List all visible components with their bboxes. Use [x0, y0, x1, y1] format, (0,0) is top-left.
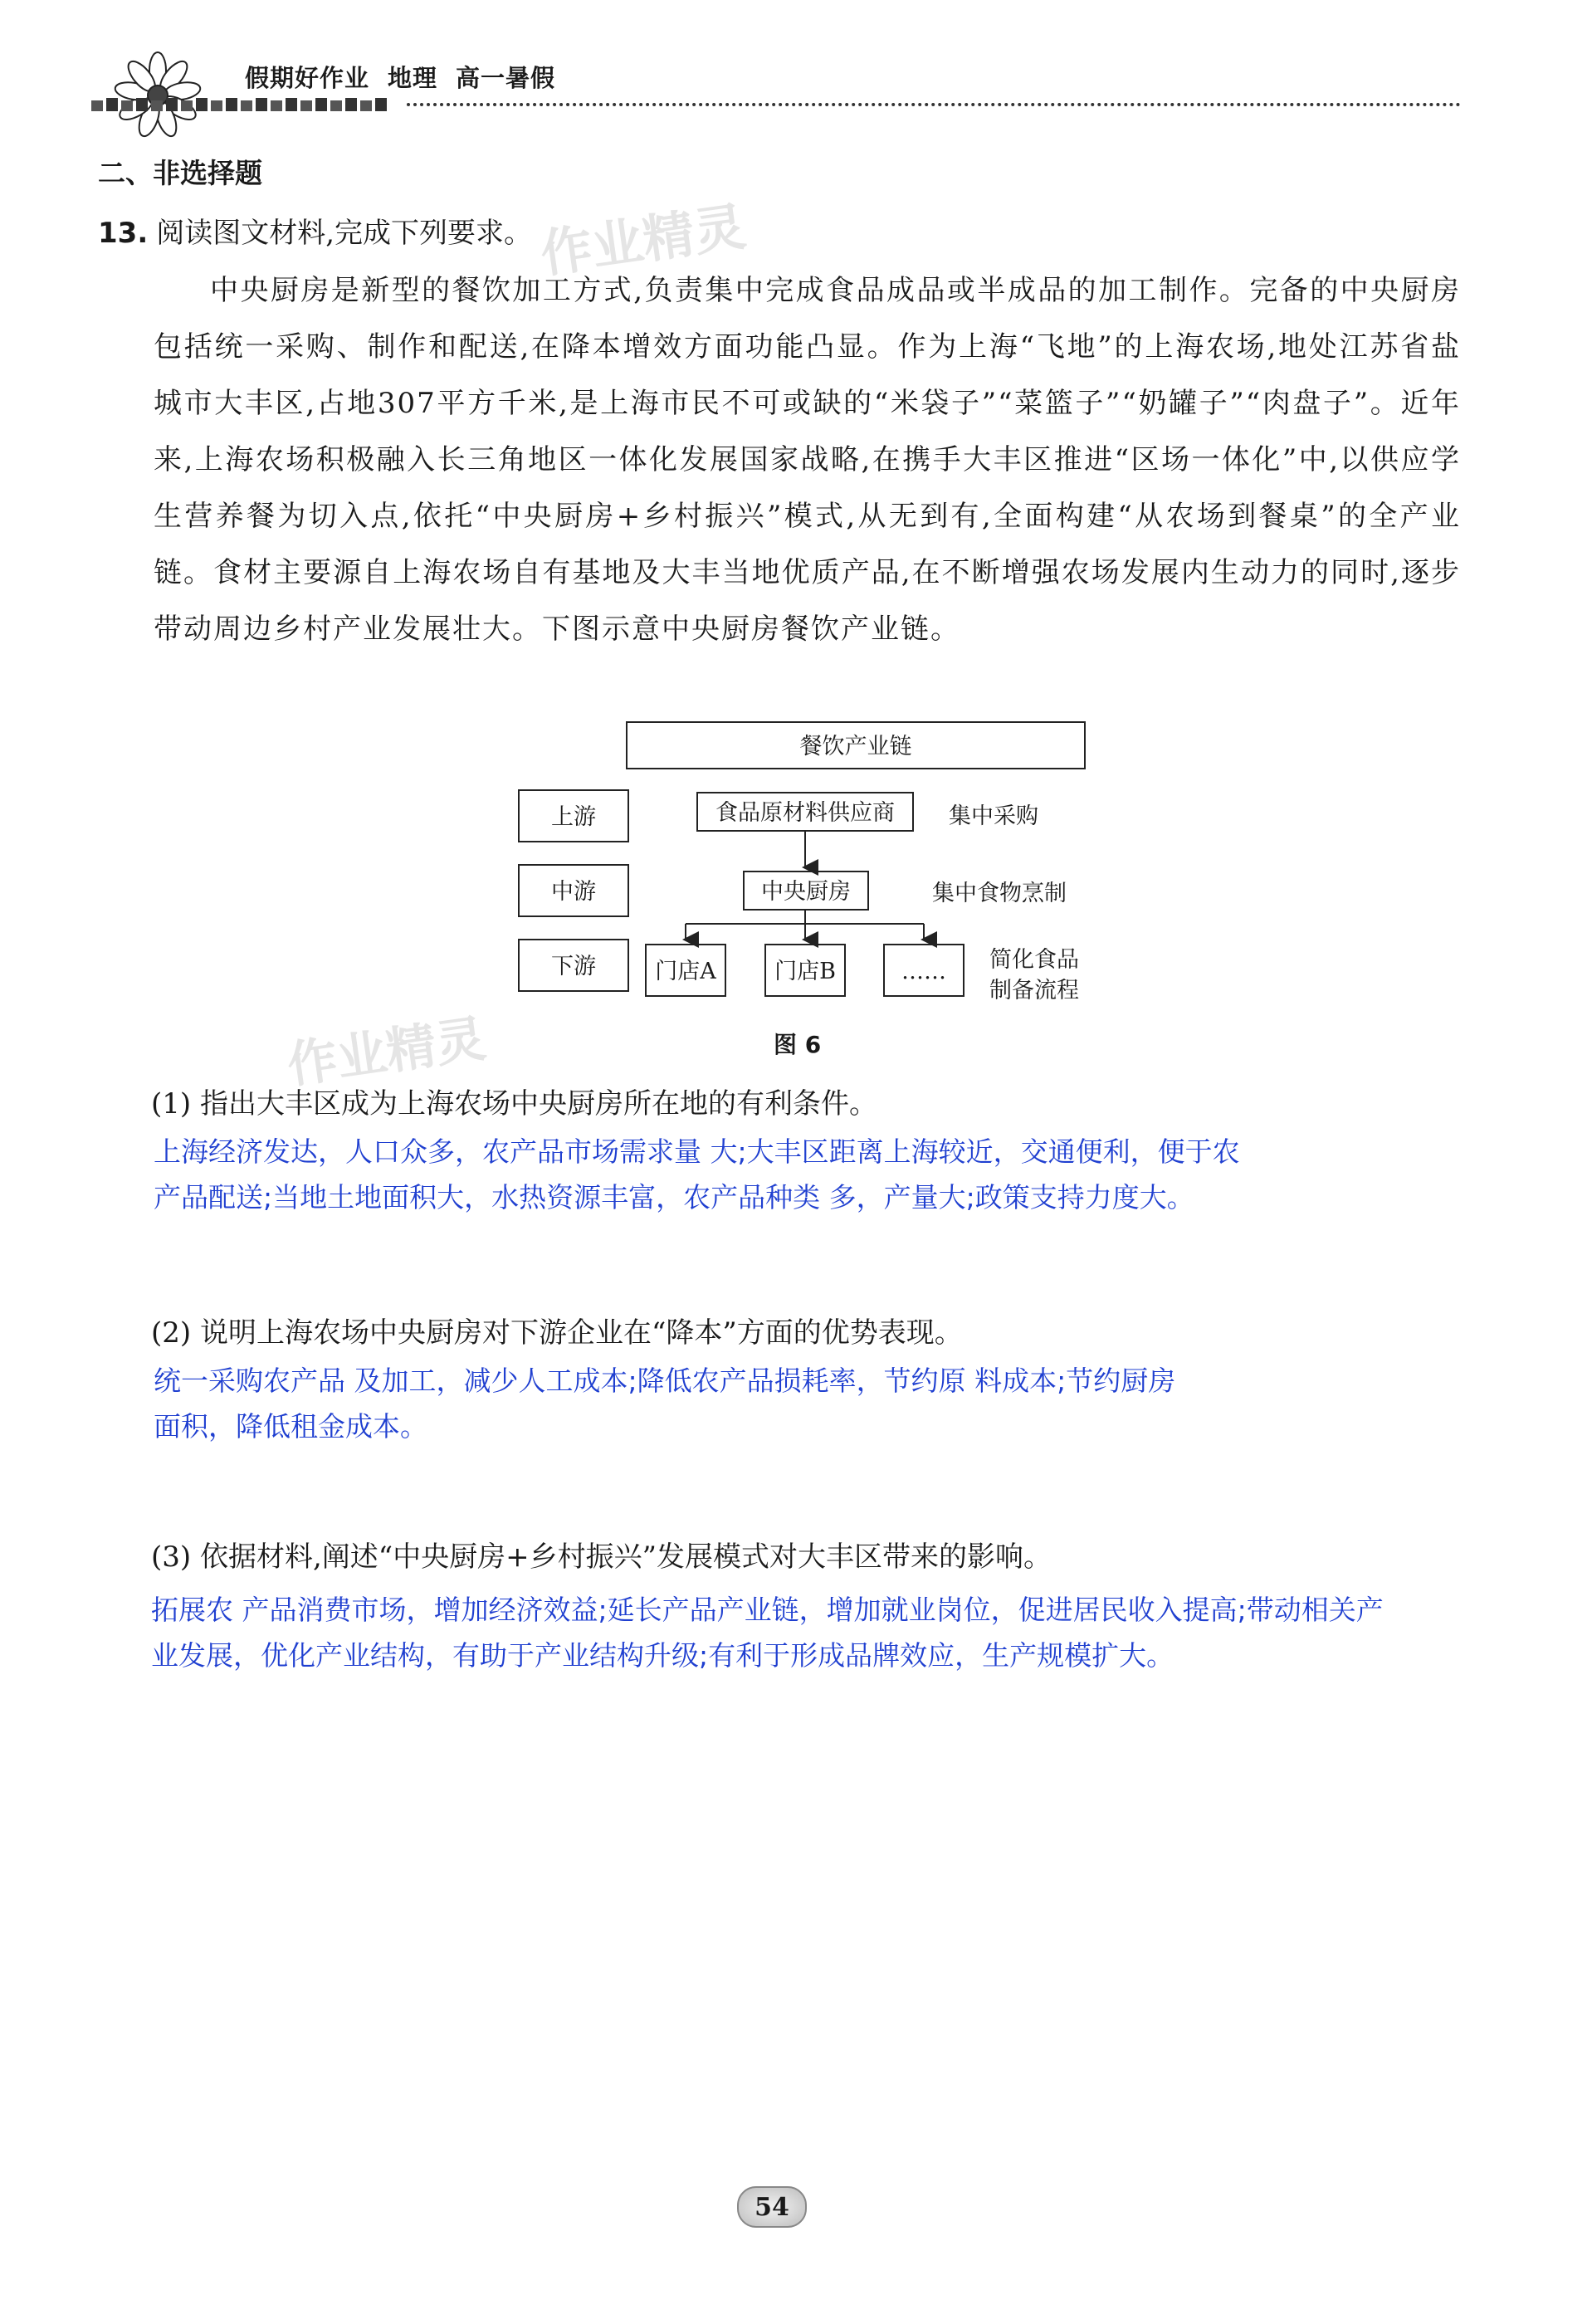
answer-3-line-1: 拓展农 产品消费市场，增加经济效益;延长产品产业链，增加就业岗位，促进居民收入提高;带动相关产 [151, 1594, 1384, 1626]
watermark-top: 作业精灵 [536, 196, 750, 285]
grade-label: 高一暑假 [456, 64, 556, 92]
stage-upstream: 上游 [551, 804, 596, 830]
answer-1 [154, 1129, 1415, 1220]
page-number: 54 [737, 2186, 807, 2228]
answer-3 [151, 1587, 1579, 1678]
answer-3-line-2: 业发展，优化产业结构，有助于产业结构升级;有利于形成品牌效应，生产规模扩大。 [151, 1639, 1174, 1672]
chain-title: 餐饮产业链 [799, 734, 912, 759]
store-b-label: 门店B [774, 959, 836, 984]
supplier-label: 食品原材料供应商 [715, 800, 895, 826]
question-number: 13. [98, 217, 149, 250]
answer-1-line-2: 产品配送;当地土地面积大，水热资源丰富，农产品种类 多，产量大;政策支持力度大。 [154, 1181, 1194, 1213]
flower-logo-icon [112, 50, 203, 141]
book-title: 假期好作业 [245, 64, 370, 92]
answer-2-line-1: 统一采购农产品 及加工，减少人工成本;降低农产品损耗率，节约原 料成本;节约厨房 [154, 1365, 1176, 1397]
section-title: 二、非选择题 [98, 157, 262, 189]
answer-1-line-1: 上海经济发达，人口众多，农产品市场需求量 大;大丰区距离上海较近，交通便利，便于农 [154, 1135, 1240, 1168]
header-decoration [91, 98, 387, 111]
industry-chain-diagram [515, 714, 1112, 1062]
subject-label: 地理 [388, 64, 438, 92]
note-procurement: 集中采购 [949, 803, 1038, 829]
stage-downstream: 下游 [551, 954, 596, 979]
store-more-label: …… [901, 959, 946, 984]
stage-midstream: 中游 [551, 879, 596, 905]
note-cooking: 集中食物烹制 [932, 881, 1067, 906]
store-a-label: 门店A [655, 959, 716, 984]
sub-question-1: (1) 指出大丰区成为上海农场中央厨房所在地的有利条件。 [151, 1087, 877, 1120]
watermark-middle: 作业精灵 [283, 1009, 490, 1096]
reading-passage: 中央厨房是新型的餐饮加工方式,负责集中完成食品成品或半成品的加工制作。完备的中央厨房包括统一采购、制作和配送,在降本增效方面功能凸显。作为上海“飞地”的上海农场,地处江苏省盐城市大丰区,占地307平方千米,是上海市民不可或缺的“米袋子”“菜篮子”“奶罐子”“肉盘子”。近年来,上海农场积极融入长三角地区一体化发展国家战略,在携手大丰区推进“区场一体化”中,以供应学生营养餐为切入点,依托“中央厨房+乡村振兴”模式,从无到有,全面构建“从农场到餐桌”的全产业链。食材主要源自上海农场自有基地及大丰当地优质产品,在不断增强农场发展内生动力的同时,逐步带动周边乡村产业发展壮大。下图示意中央厨房餐饮产业链。 [154, 274, 1461, 646]
answer-2-line-2: 面积，降低租金成本。 [154, 1410, 427, 1443]
kitchen-label: 中央厨房 [761, 879, 851, 905]
question-header [98, 210, 532, 251]
sub-question-3: (3) 依据材料,阐述“中央厨房+乡村振兴”发展模式对大丰区带来的影响。 [151, 1540, 1052, 1574]
note-simplify-1: 简化食品 [989, 947, 1079, 973]
figure-caption: 图 6 [774, 1031, 822, 1058]
note-simplify-2: 制备流程 [989, 978, 1079, 1003]
answer-2 [154, 1358, 1332, 1449]
header-title [245, 60, 574, 94]
header-rule [407, 103, 1461, 106]
sub-question-2: (2) 说明上海农场中央厨房对下游企业在“降本”方面的优势表现。 [151, 1316, 963, 1350]
question-prompt: 阅读图文材料,完成下列要求。 [156, 217, 533, 250]
